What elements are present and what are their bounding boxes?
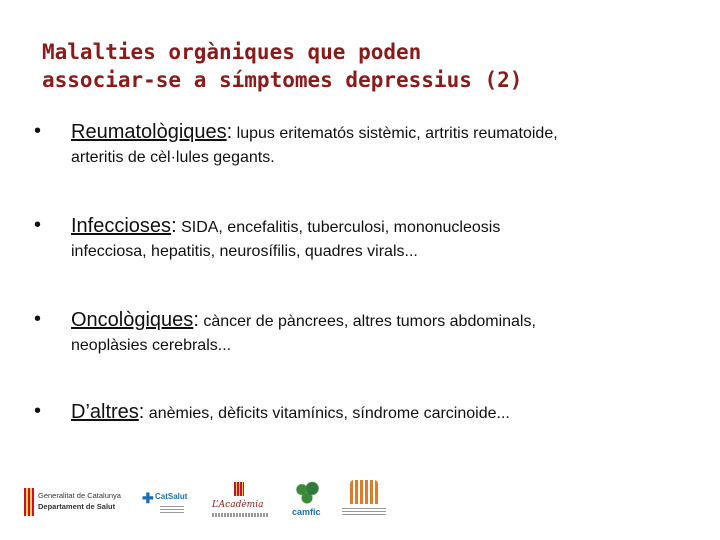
- department-name: Departament de Salut: [38, 502, 116, 511]
- senyera-icon: [24, 488, 34, 516]
- bullet-continuation: neoplàsies cerebrals...: [71, 337, 232, 354]
- bullet-dot: •: [34, 214, 42, 236]
- academia-name: L’Acadèmia: [212, 500, 264, 510]
- bullet-separator: :: [171, 215, 177, 237]
- bullet-term: Reumatològiques: [71, 121, 227, 143]
- bullet-line: [71, 118, 558, 148]
- crest-icon: [234, 482, 244, 496]
- title-line-1: Malalties orgàniques que poden: [42, 40, 422, 64]
- bullet-dot: •: [34, 308, 42, 330]
- bullet-separator: :: [226, 121, 233, 143]
- society-subtext: [342, 508, 386, 516]
- bullet-line: [71, 306, 536, 336]
- academia-logo: [212, 482, 268, 522]
- bullet-line: [71, 398, 510, 428]
- society-logo: [342, 480, 386, 522]
- bullet-text: SIDA, encefalitis, tuberculosi, mononucleosis: [176, 219, 501, 236]
- tree-icon: [294, 480, 320, 504]
- bullet-text: càncer de pàncrees, altres tumors abdominals,: [198, 313, 536, 330]
- bullet-term: Oncològiques: [71, 309, 194, 331]
- academia-subtext: [212, 513, 268, 517]
- camfic-logo: [288, 480, 328, 522]
- title-line-2: associar-se a símptomes depressius (2): [42, 68, 523, 92]
- bullet-continuation: arteritis de cèl·lules gegants.: [71, 149, 275, 166]
- camfic-name: camfic: [292, 507, 321, 517]
- bullet-dot: •: [34, 400, 42, 422]
- gencat-name: Generalitat de Catalunya: [38, 491, 121, 500]
- catsalut-name: CatSalut: [155, 492, 188, 501]
- society-mark-icon: [350, 480, 378, 504]
- bullet-text: anèmies, dèficits vitamínics, síndrome carcinoide...: [144, 405, 510, 422]
- bullet-continuation: infecciosa, hepatitis, neurosífilis, quadres virals...: [71, 243, 418, 260]
- bullet-term: D’altres: [71, 401, 139, 423]
- cross-icon: ✚: [142, 490, 154, 506]
- catsalut-subtext: [160, 506, 184, 514]
- bullet-separator: :: [193, 309, 199, 331]
- bullet-line: [71, 212, 500, 242]
- bullet-text: lupus eritematós sistèmic, artritis reumatoide,: [232, 125, 558, 142]
- catsalut-logo: [142, 488, 202, 522]
- gencat-logo: [24, 488, 154, 522]
- footer-logos: [20, 478, 400, 526]
- slide-title: [42, 38, 682, 94]
- bullet-term: Infeccioses: [71, 215, 172, 237]
- bullet-dot: •: [34, 120, 42, 142]
- bullet-separator: :: [138, 401, 145, 423]
